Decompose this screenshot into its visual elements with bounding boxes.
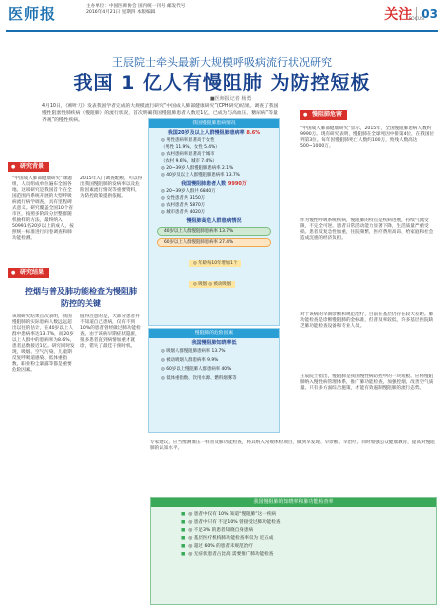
stat-pill: 40岁以上人群慢阻肺患病率 13.7% [157,227,271,236]
section-tag-results: ● 研究结果 [8,268,49,278]
risk-factor-panel [148,328,280,433]
focus-english-label: FOCUS [408,17,424,22]
article-lead: 4月10日，《柳叶刀》发表我国学者完成的大规模流行研究“中国成人肺部健康研究”(CPH研究)结果。调查了我国慢性阻塞性肺疾病（慢阻肺）的流行状况，首次明确我国慢阻肺患者人数近1亿，已成为与高血压、糖尿病“等量齐观”的慢性疾病。 [42,104,279,123]
page-header [0,0,444,40]
info-line: ◎ 城市患者共 4020万 [161,210,206,215]
info-line: ◎ 农村患者共 5870万 [161,203,206,208]
left-paragraph-2: 2015年入门调查配额，可以得出我国慢阻肺的发病率以及危险因素流行情况等重要资料，为防控政策提供依据。 [80,176,143,199]
info-line: ◎ 农村患病率显著高于城市 [161,152,215,157]
infographic-title-2: 我国慢阻肺患者人数 9990万 [181,181,247,187]
page-number: 03 [416,7,438,21]
header-rule [6,30,438,32]
info-line: （男性 11.9%，女性 5.4%） [161,145,220,150]
risk-line: ◎ 60岁以上慢阻肺人群患病率 40% [161,367,232,372]
awareness-panel-header: 我国慢阻肺的知晓率和肺功能检查率 [151,498,436,507]
infographic-header: 我国慢阻肺患病情况 [149,119,279,128]
info-line: ◎ 40岁及以上人群慢阻肺患病率 13.7% [161,173,240,178]
infographic-title-3: 慢阻肺高危人群患病情况 [186,218,242,224]
right-paragraph-1: “中国成人肺部健康研究”显示，2015年，全国慢阻肺患病人数约9990万。现有研究表明，慢阻肺在全球死因中排第4位，在我国位列第3位。每年因慢阻肺死亡人数约100万，致残人数高达500~1000万。 [300,126,435,149]
info-line: ◎ 男性患病率显著高于女性 [161,138,215,143]
right-paragraph-4: 王辰院士指出，慢阻肺是我国慢性病防控中的一块短板。应将慢阻肺纳入慢性病管理体系，推广肺功能检查，加强控烟，改善空气质量。只有多方面综合施策，才能有效遏制慢阻肺的流行态势。 [300,374,434,391]
left-paragraph-4: 值得注意的是，大部分患者并不知道自己患病，仅有不到10%的患者曾经做过肺功能检查。由于该病早期症状隐匿，很多患者直到病情加重才就诊，错失了最佳干预时机。 [80,314,141,349]
right-paragraph-2: 作为慢性呼吸系统疾病，慢阻肺的特点是疾病进展，持续气流受限，不完全可逆。患者日常活动能力显著下降，生活质量严重受损。患者反复急性加重，住院频繁，医疗费用高昂，给家庭和社会造成沉重的经济负担。 [300,218,434,241]
awareness-line: ■ ◎ 超过 60% 的患者未规范治疗 [151,543,436,551]
awareness-panel [150,497,437,605]
risk-panel-header: 慢阻肺的危险因素 [149,329,279,338]
header-info-line: 主办单位：中国医师协会 国内统一刊号 邮发代号 [86,4,186,9]
info-line: ◎ 女性患者共 3150万 [161,196,206,201]
risk-line: ◎ 低体重指数、饮用水源、燃料烟雾等 [161,376,237,381]
left-paragraph-1: “中国成人肺部健康研究”课题组，人员组成单位遍布全国各地。这项研究是我国首个在全国范围内系统开展的大型呼吸病流行病学调查，具有里程碑式意义。研究覆盖全国10个省市区，按照多阶段分层整群随机抽样的方法，最终纳入50991名20岁以上的成人，按照统一标准进行问卷调查和肺功能检测。 [12,176,74,241]
risk-line: ◎ 被动吸烟人群患病率 9.9% [161,358,219,363]
article-kicker: 王辰院士牵头最新大规模呼吸病流行状况研究 [112,56,332,69]
section-tag-background: ● 研究背景 [8,162,49,172]
newspaper-logo: 医师报 [8,5,57,23]
awareness-line: ■ ◎ 基层医疗机构肺功能检查率仅为 近五成 [151,535,436,543]
stat-pill: 60岁以上人群慢阻肺患病率 27.4% [157,238,271,247]
awareness-line: ■ ◎ 无症状患者占比高 需要推广肺功能检查 [151,551,436,559]
risk-line: ◎ 吸烟人群慢阻肺患病率 13.7% [161,349,226,354]
left-subheading: 控烟与普及肺功能检查为慢阻肺防控的关键 [25,287,137,308]
info-line: ◎ 20~39岁人群共 6840万 [161,189,216,194]
info-line: ◎ 20~39岁人群慢阻肺患病率 2.1% [161,166,234,171]
article-byline: ■医师报记者 杨勇 [210,96,252,102]
infographic-panel [148,118,280,326]
left-paragraph-3: 该项研究结果首次表明，我国慢阻肺的实际患病人数远远超出以往的估计，在40岁以上人群中患病率达13.7%，而20岁以上人群中的患病率为8.6%，患者总数接近1亿。研究同时发现，吸烟、空气污染、儿童期反复呼吸道感染、低体重指数、职业粉尘暴露等都是重要危险因素。 [12,314,75,373]
info-line: （农村 9.6%，城市 7.4%） [161,159,217,164]
awareness-line: ■ ◎ 患者中只有 不足10% 曾接受过肺功能检查 [151,519,436,527]
right-paragraph-5: 专家建议，应当像测血压一样普及肺功能检查，将其纳入常规体检项目，做到早发现、早诊断、早治疗。同时加强公众健康教育，提高对慢阻肺的认知水平。 [150,440,435,451]
awareness-line: ■ ◎ 患者中仅有 10% 知道“慢阻肺”这一疾病 [151,511,436,519]
focus-label: 关注 [384,7,413,23]
factor-chip: ◎ 吸烟 ◎ 被动吸烟 [189,281,235,288]
article-headline: 我国 1 亿人有慢阻肺 为防控短板 [73,72,371,94]
section-tag-harm: ● 慢阻肺危害 [300,110,347,120]
rate-total: 8.6% [246,130,261,136]
header-info [86,4,246,16]
header-info-line: 2016年4月21日 星期四 本版编辑 [86,10,156,15]
right-paragraph-3: 对于该病的早期诊断和规范治疗，目前在基层仍存在较大差距。肺功能检查是诊断慢阻肺的金标准，但普及率较低，许多基层医院缺乏肺功能检查设备和专业人员。 [300,312,434,329]
infographic-title-1: 我国20岁及以上人群慢阻肺患病率 8.6% [167,130,261,136]
risk-panel-title: 我国慢阻肺知晓率低 [191,340,237,346]
factor-chip: ◎ 年龄每10年增加1个 [189,260,241,267]
awareness-line: ■ ◎ 不足3% 的患者知晓自身患病 [151,527,436,535]
patients-total: 9990万 [227,181,247,187]
